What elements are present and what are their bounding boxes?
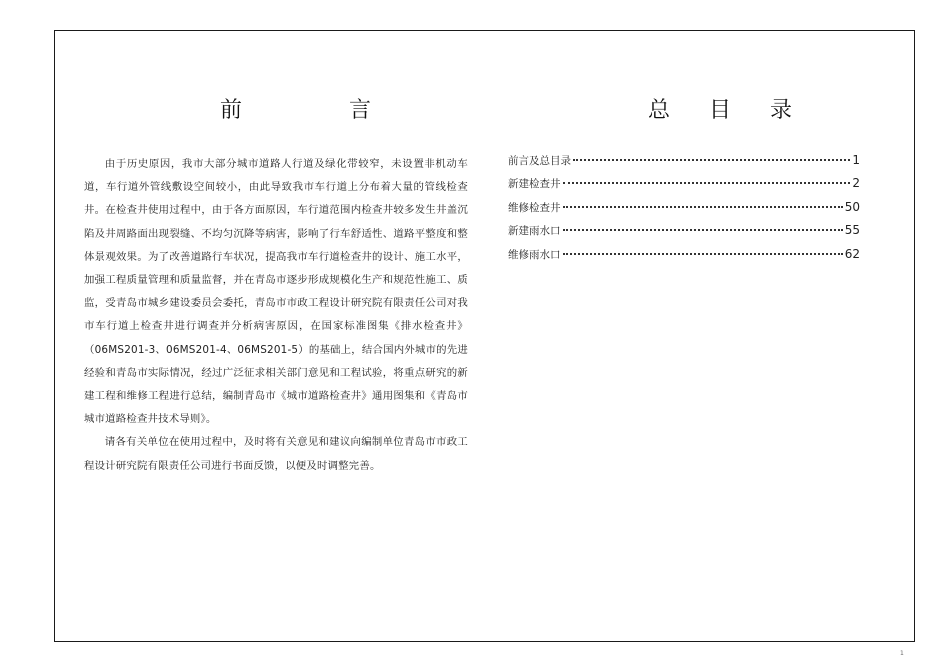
preface-paragraph-2: 请各有关单位在使用过程中，及时将有关意见和建议向编制单位青岛市市政工程设计研究院有限责任公司进行书面反馈，以便及时调整完善。	[84, 436, 468, 472]
toc-entry[interactable]	[508, 200, 860, 223]
toc-entry[interactable]	[508, 153, 860, 176]
toc-entry-page: 62	[844, 246, 860, 261]
toc-leader-dots	[573, 158, 850, 161]
preface-title: 前 言	[220, 98, 421, 123]
toc-list	[508, 153, 860, 270]
page-number: 1	[900, 650, 904, 657]
toc-entry[interactable]	[508, 223, 860, 246]
toc-entry-label: 维修检查井	[508, 201, 561, 214]
toc-leader-dots	[563, 252, 843, 255]
toc-leader-dots	[563, 228, 843, 231]
toc-entry-label: 维修雨水口	[508, 248, 561, 261]
toc-entry-label: 新建雨水口	[508, 225, 561, 238]
toc-leader-dots	[563, 205, 843, 208]
toc-entry-page: 1	[852, 153, 860, 167]
preface-body	[84, 153, 468, 478]
toc-entry-label: 前言及总目录	[508, 155, 571, 167]
toc-entry[interactable]	[508, 247, 860, 270]
toc-title: 总 目 录	[648, 98, 808, 123]
toc-leader-dots	[563, 181, 851, 184]
toc-entry-label: 新建检查井	[508, 178, 561, 191]
toc-entry-page: 50	[844, 199, 860, 214]
toc-entry-page: 2	[852, 176, 860, 191]
toc-entry[interactable]	[508, 176, 860, 199]
toc-entry-page: 55	[844, 223, 860, 238]
preface-paragraph-1: 由于历史原因，我市大部分城市道路人行道及绿化带较窄，未设置非机动车道，车行道外管线敷设空间较小，由此导致我市车行道上分布着大量的管线检查井。在检查井使用过程中，由于各方面原因，车行道范围内检查井较多发生井盖沉陷及井周路面出现裂缝、不均匀沉降等病害，影响了行车舒适性、道路平整度和整体景观效果。为了改善道路行车状况，提高我市车行道检查井的设计、施工水平，加强工程质量管理和质量监督，并在青岛市逐步形成规模化生产和规范性施工、质监，受青岛市城乡建设委员会委托，青岛市市政工程设计研究院有限责任公司对我市车行道上检查井进行调查并分析病害原因，在国家标准图集《排水检查井》（06MS201-3、06MS201-4、06MS201-5）的基础上，结合国内外城市的先进经验和青岛市实际情况，经过广泛征求相关部门意见和工程试验，将重点研究的新建工程和维修工程进行总结，编制青岛市《城市道路检查井》通用图集和《青岛市城市道路检查井技术导则》。	[84, 158, 468, 426]
